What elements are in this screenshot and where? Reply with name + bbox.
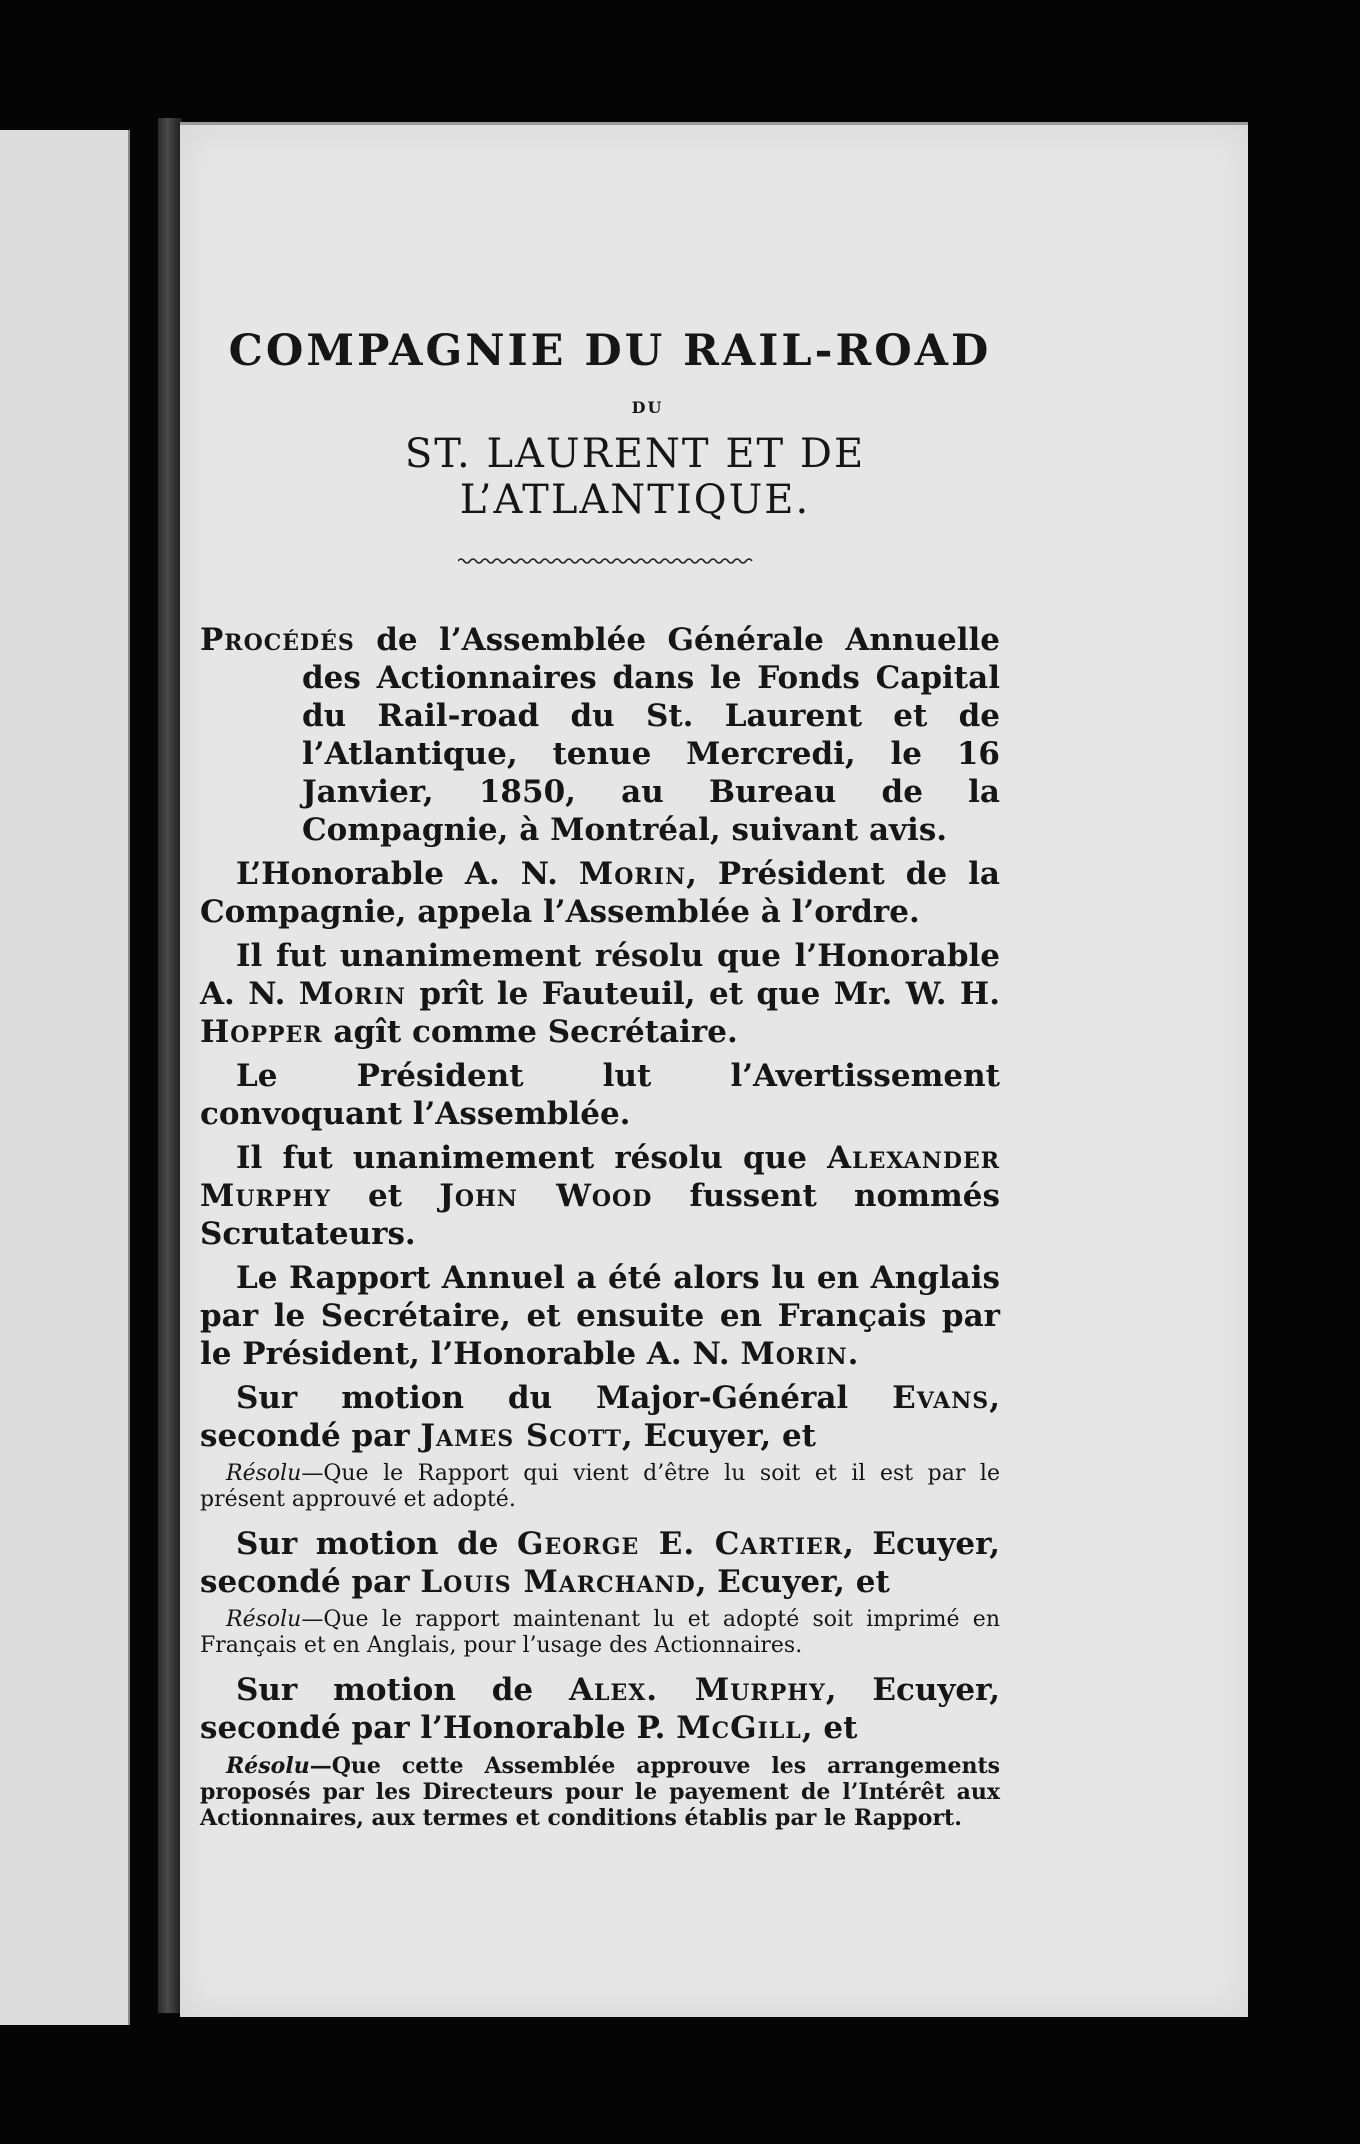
book-spine	[158, 118, 182, 2013]
paragraph-president: L’Honorable A. N. Morin, Président de la Compagnie, appela l’Assemblée à l’ordre.	[200, 856, 1000, 930]
proceedings-text: de l’Assemblée Générale Annuelle des Actionnaires dans le Fonds Capital du Rail-road du St. Laurent et de l’Atlantique, tenue Mercredi, le 16 Janvier, 1850, au Bureau de la Compagnie, à Montréal, suivant avis.	[302, 622, 1000, 848]
resolution-3: Résolu—Que cette Assemblée approuve les arrangements proposés par les Directeurs pour le payement de l’Intérêt aux Actionnaires, aux termes et conditions établis par le Rapport.	[200, 1753, 1000, 1831]
paragraph-scrutineers: Il fut unanimement résolu que Alexander Murphy et John Wood fussent nommés Scrutateurs.	[200, 1140, 1000, 1252]
company-title: COMPAGNIE DU RAIL-ROAD	[228, 326, 992, 376]
title-connector: DU	[631, 398, 664, 417]
proceedings-paragraph	[200, 621, 1000, 849]
company-subtitle: ST. LAURENT ET DE L’ATLANTIQUE.	[404, 431, 866, 523]
paragraph-motion-evans: Sur motion du Major-Général Evans, secondé par James Scott, Ecuyer, et	[200, 1380, 1000, 1454]
paragraph-chair: Il fut unanimement résolu que l’Honorable A. N. Morin prît le Fauteuil, et que Mr. W. H. Hopper agît comme Secrétaire.	[200, 938, 1000, 1050]
paragraph-motion-murphy: Sur motion de Alex. Murphy, Ecuyer, secondé par l’Honorable P. McGill, et	[200, 1672, 1001, 1746]
wavy-divider	[458, 557, 754, 565]
resolution-1: Résolu—Que le Rapport qui vient d’être lu soit et il est par le présent approuvé et adopté.	[200, 1461, 1000, 1512]
facing-page-edge	[0, 130, 130, 2025]
paragraph-notice: Le Président lut l’Avertissement convoquant l’Assemblée.	[200, 1058, 1000, 1132]
page-content	[200, 326, 1000, 1843]
proceedings-lead: Procédés	[200, 622, 355, 658]
paragraph-motion-cartier: Sur motion de George E. Cartier, Ecuyer, secondé par Louis Marchand, Ecuyer, et	[200, 1526, 1001, 1600]
resolution-2: Résolu—Que le rapport maintenant lu et adopté soit imprimé en Français et en Anglais, pour l’usage des Actionnaires.	[200, 1607, 1000, 1658]
paragraph-report: Le Rapport Annuel a été alors lu en Anglais par le Secrétaire, et ensuite en Français par le Président, l’Honorable A. N. Morin.	[200, 1260, 1000, 1372]
